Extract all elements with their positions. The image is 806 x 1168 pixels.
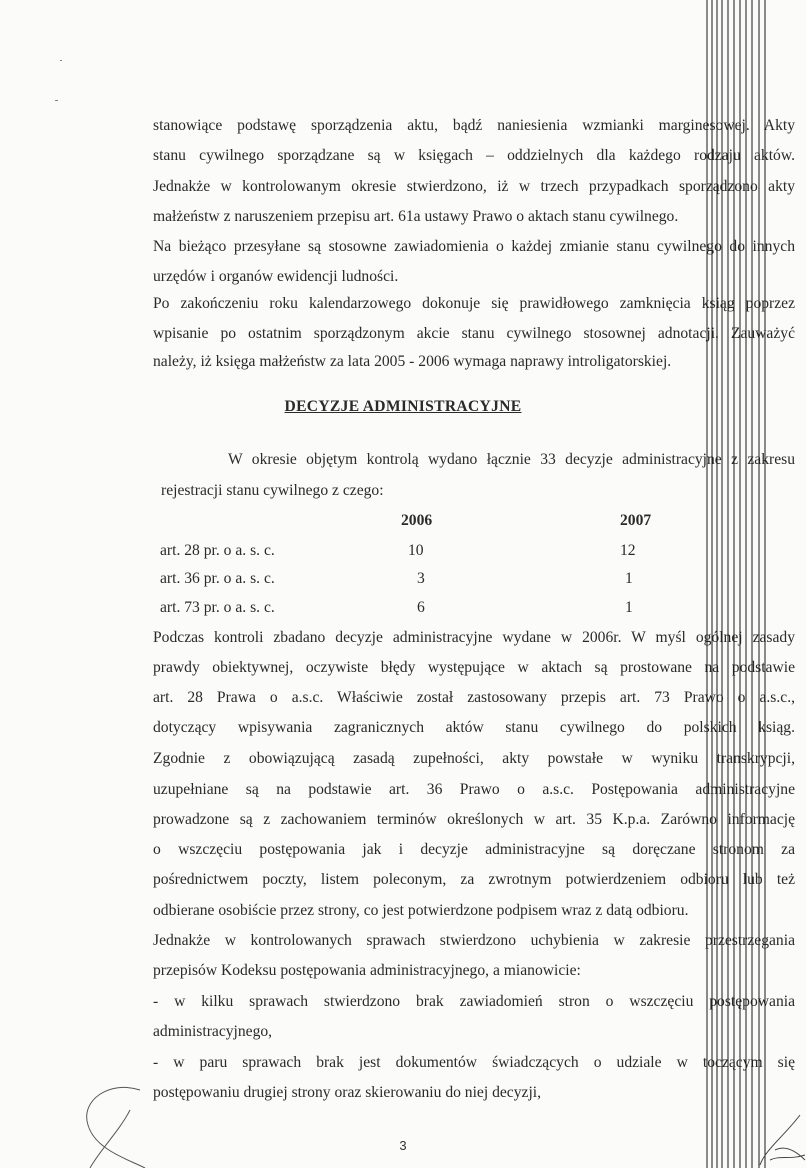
text-line: małżeństw z naruszeniem przepisu art. 61a ustawy Prawo o aktach stanu cywilnego.: [153, 208, 679, 225]
text-line: rejestracji stanu cywilnego z czego:: [161, 482, 384, 499]
year-header-2007: 2007: [620, 512, 652, 529]
table-row-label: art. 73 pr. o a. s. c.: [160, 599, 275, 616]
text-line: odbierane osobiście przez strony, co jest potwierdzone podpisem wraz z datą odbioru.: [153, 902, 689, 919]
table-row-label: art. 36 pr. o a. s. c.: [160, 570, 275, 587]
text-line: Podczas kontroli zbadano decyzje administracyjne wydane w 2006r. W myśl ogólnej zasady: [153, 629, 795, 646]
text-line: Zgodnie z obowiązującą zasadą zupełności, akty powstałe w wyniku transkrypcji,: [153, 750, 795, 767]
text-line: o wszczęciu postępowania jak i decyzje administracyjne są doręczane stronom za: [153, 841, 795, 858]
list-item: - w kilku sprawach stwierdzono brak zawiadomień stron o wszczęciu postępowania: [153, 993, 795, 1010]
table-cell-2007: 12: [620, 542, 636, 559]
text-line: Jednakże w kontrolowanych sprawach stwierdzono uchybienia w zakresie przestrzegania: [153, 932, 795, 949]
table-cell-2007: 1: [625, 599, 633, 616]
table-cell-2006: 10: [408, 542, 424, 559]
text-line: prowadzone są z zachowaniem terminów określonych w art. 35 K.p.a. Zarówno informację: [153, 811, 795, 828]
text-line: art. 28 Prawa o a.s.c. Właściwie został zastosowany przepis art. 73 Prawo o a.s.c.,: [153, 689, 795, 706]
text-line: prawdy obiektywnej, oczywiste błędy występujące w aktach są prostowane na podstawie: [153, 659, 795, 676]
page-number: 3: [399, 1138, 407, 1153]
text-line: należy, iż księga małżeństw za lata 2005 - 2006 wymaga naprawy introligatorskiej.: [153, 353, 672, 370]
text-line: dotyczący wpisywania zagranicznych aktów stanu cywilnego do polskich ksiąg.: [153, 719, 795, 736]
text-line: pośrednictwem poczty, listem poleconym, za zwrotnym potwierdzeniem odbioru lub też: [153, 871, 795, 888]
text-line: przepisów Kodeksu postępowania administracyjnego, a mianowicie:: [153, 962, 581, 979]
list-item-continuation: administracyjnego,: [153, 1023, 273, 1040]
section-heading: DECYZJE ADMINISTRACYJNE: [284, 398, 522, 415]
text-line: urzędów i organów ewidencji ludności.: [153, 268, 399, 285]
text-line: stanu cywilnego sporządzane są w księgach – oddzielnych dla każdego rodzaju aktów.: [153, 147, 795, 164]
text-line: Jednakże w kontrolowanym okresie stwierdzono, iż w trzech przypadkach sporządzono akty: [153, 178, 795, 195]
text-line: stanowiące podstawę sporządzenia aktu, bądź naniesienia wzmianki marginesowej. Akty: [153, 117, 795, 134]
table-cell-2006: 6: [417, 599, 425, 616]
text-line: Na bieżąco przesyłane są stosowne zawiadomienia o każdej zmianie stanu cywilnego do innych: [153, 238, 795, 255]
text-line: Po zakończeniu roku kalendarzowego dokonuje się prawidłowego zamknięcia ksiąg poprzez: [153, 295, 795, 312]
text-line: uzupełniane są na podstawie art. 36 Prawo o a.s.c. Postępowania administracyjne: [153, 781, 795, 798]
table-row-label: art. 28 pr. o a. s. c.: [160, 542, 275, 559]
text-line: W okresie objętym kontrolą wydano łącznie 33 decyzje administracyjne z zakresu: [228, 451, 795, 468]
year-header-2006: 2006: [401, 512, 433, 529]
list-item-continuation: postępowaniu drugiej strony oraz skierowaniu do niej decyzji,: [153, 1084, 542, 1101]
text-line: wpisanie po ostatnim sporządzonym akcie stanu cywilnego stosownej adnotacji. Zauważyć: [153, 325, 795, 342]
table-cell-2006: 3: [417, 570, 425, 587]
table-cell-2007: 1: [625, 570, 633, 587]
list-item: - w paru sprawach brak jest dokumentów świadczących o udziale w toczącym się: [153, 1054, 795, 1071]
